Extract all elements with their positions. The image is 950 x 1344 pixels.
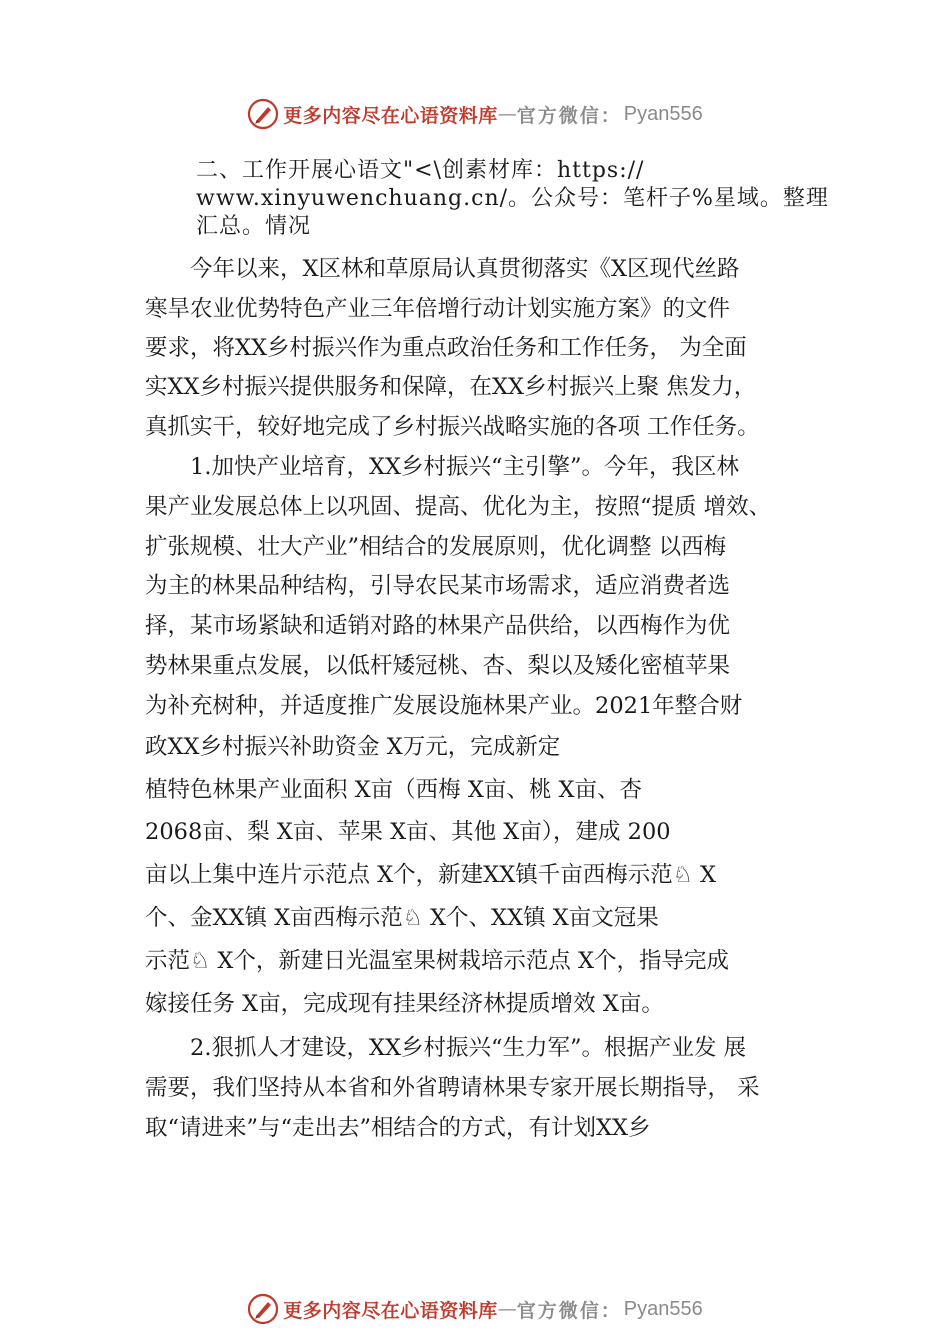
section-heading-line-2: www.xinyuwenchuang.cn/。公众号：笔杆子%星域。整理 [196,186,829,211]
body-line: 政XX乡村振兴补助资金 X万元，完成新定 [145,734,561,760]
section-heading-line-3: 汇总。情况 [196,214,312,239]
pen-in-circle-logo-icon [247,1293,279,1325]
watermark-main-text: 更多内容尽在心语资料库 [283,104,498,127]
watermark-separator: — [497,103,517,125]
body-line: 1.加快产业培育，XX乡村振兴“主引擎”。今年，我区林 [145,454,740,480]
body-line: 个、金XX镇 X亩西梅示范♘ X个、XX镇 X亩文冠果 [145,905,659,931]
body-line: 2068亩、梨 X亩、苹果 X亩、其他 X亩），建成 200 [145,819,671,845]
pen-in-circle-logo-icon [247,98,279,130]
body-line: 嫁接任务 X亩，完成现有挂果经济林提质增效 X亩。 [145,991,664,1017]
body-line: 植特色林果产业面积 X亩（西梅 X亩、桃 X亩、杏 [145,777,643,803]
watermark-wechat-id: Pyan556 [623,1297,703,1320]
body-line: 取“请进来”与“走出去”相结合的方式，有计划XX乡 [145,1115,651,1141]
body-line: 真抓实干，较好地完成了乡村振兴战略实施的各项 工作任务。 [145,414,760,440]
body-line: 要求，将XX乡村振兴作为重点政治任务和工作任务， 为全面 [145,335,747,361]
watermark-top [0,94,950,134]
body-line: 势林果重点发展，以低杆矮冠桃、杏、梨以及矮化密植苹果 [145,653,731,679]
body-line: 果产业发展总体上以巩固、提高、优化为主，按照“提质 增效、 [145,494,772,520]
watermark-separator: — [497,1298,517,1320]
body-line: 为补充树种，并适度推广发展设施林果产业。2021年整合财 [145,693,743,719]
body-line: 为主的林果品种结构，引导农民某市场需求，适应消费者选 [145,573,731,599]
body-line: 今年以来，X区林和草原局认真贯彻落实《X区现代丝路 [145,256,740,282]
body-line: 扩张规模、壮大产业”相结合的发展原则，优化调整 以西梅 [145,534,727,560]
watermark-sub-text: 官方微信： [516,1299,622,1322]
body-line: 寒旱农业优势特色产业三年倍增行动计划实施方案》的文件 [145,296,731,322]
watermark-sub-text: 官方微信： [516,104,622,127]
body-line: 示范♘ X个，新建日光温室果树栽培示范点 X个，指导完成 [145,948,730,974]
section-heading-line-1: 二、工作开展心语文"<\创素材库：https:// [196,158,645,183]
watermark-main-text: 更多内容尽在心语资料库 [283,1299,498,1322]
body-line: 亩以上集中连片示范点 X个，新建XX镇千亩西梅示范♘ X [145,862,717,888]
body-line: 实XX乡村振兴提供服务和保障，在XX乡村振兴上聚 焦发力， [145,374,757,400]
watermark-bottom [0,1289,950,1329]
body-line: 2.狠抓人才建设，XX乡村振兴“生力军”。根据产业发 展 [145,1035,747,1061]
watermark-wechat-id: Pyan556 [623,102,703,125]
body-line: 需要，我们坚持从本省和外省聘请林果专家开展长期指导， 采 [145,1075,760,1101]
body-line: 择，某市场紧缺和适销对路的林果产品供给，以西梅作为优 [145,613,731,639]
